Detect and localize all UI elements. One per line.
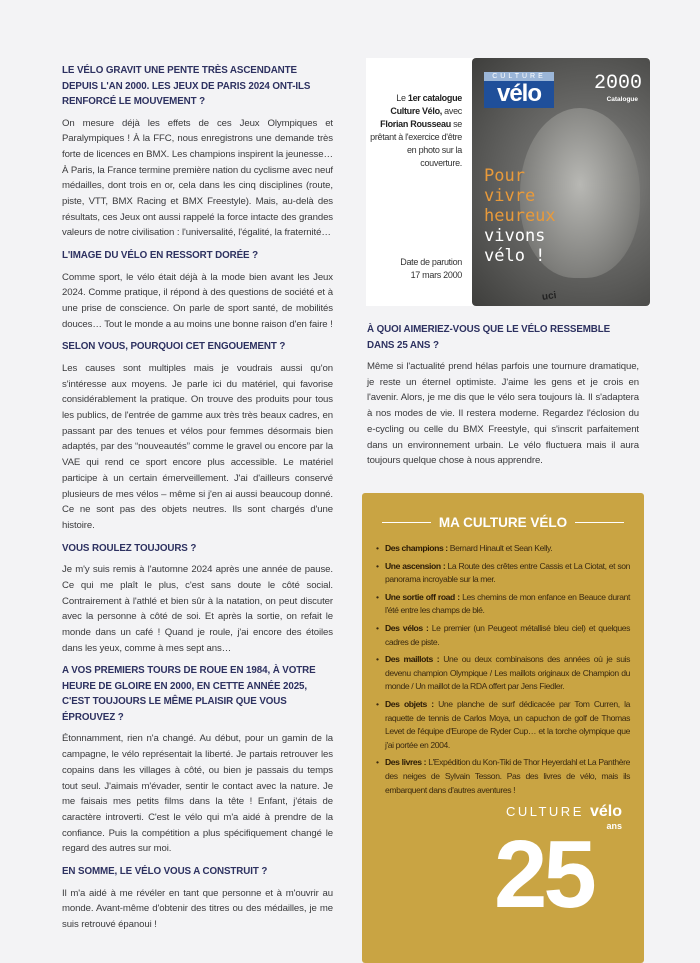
box-title xyxy=(376,515,630,530)
question-heading: A VOS PREMIERS TOURS DE ROUE EN 1984, À VOTRE HEURE DE GLOIRE EN 2000, EN CETTE ANNÉE 2025, C'EST TOUJOURS LE MÊME PLAISIR QUE VOUS ÉPROUVEZ ? xyxy=(62,665,316,723)
question-heading: L'IMAGE DU VÉLO EN RESSORT DORÉE ? xyxy=(62,250,258,262)
item-label: Une sortie off road : xyxy=(385,591,460,602)
item-text: Une planche de surf dédicacée par Tom Curren, la raquette de tennis de Carlos Moya, un capuchon de golf de Thomas Levet de l'équipe d'Europe de Ryder Cup… et la torche olympique que j'ai portée en 2004. xyxy=(385,698,630,750)
culture-list xyxy=(376,542,630,797)
item-text: L'Expédition du Kon-Tiki de Thor Heyerdahl et La Panthère des neiges de Sylvain Tesson. Pas des livres de vélo, mais ils embarquent dans d'autres aventures ! xyxy=(385,757,631,795)
qa-3 xyxy=(62,339,333,533)
item-label: Une ascension : xyxy=(385,560,446,571)
cover-caption xyxy=(366,92,462,170)
item-label: Des champions : xyxy=(385,543,448,553)
brand-culture: CULTURE xyxy=(505,804,590,820)
divider xyxy=(575,522,624,523)
logo-main: vélo xyxy=(496,80,542,107)
answer-text: Étonnamment, rien n'a changé. Au début, pour un gamin de la campagne, le vélo représentait la liberté. Je partais retrouver les copains dans les villages à côté, ou bien je passais du temps tout seul. J'aimais m'évader, sentir le contact avec la nature. Je me faisais mes petits films dans la tête ! Enfant, j'étais de caractère introverti. C'est le vélo qui m'a aidé à prendre de la confiance. Puis la compétition a plus spécifiquement changé le regard des autres sur moi. xyxy=(62,733,333,855)
date-value: 17 mars 2000 xyxy=(410,270,462,280)
item-text: Les chemins de mon enfance en Beauce durant l'été entre les champs de blé. xyxy=(385,591,630,616)
item-label: Des vélos : xyxy=(385,622,429,633)
slogan-line: heureux xyxy=(484,206,556,226)
question-heading: VOUS ROULEZ TOUJOURS ? xyxy=(62,542,197,554)
brand-velo: vélo xyxy=(589,803,622,821)
caption-bold: 1er catalogue Culture Vélo, xyxy=(390,93,462,116)
box-title-text: MA CULTURE VÉLO xyxy=(438,515,568,530)
item-label: Des livres : xyxy=(385,757,427,768)
caption-text: avec xyxy=(441,106,462,116)
qa-7 xyxy=(367,322,639,469)
slogan-line: vélo ! xyxy=(484,246,546,266)
right-column xyxy=(367,322,639,476)
qa-1 xyxy=(62,63,333,241)
publication-date xyxy=(366,256,462,282)
item-text: Une ou deux combinaisons des années où je suis devenu champion Olympique / Les maillots originaux de Champion du monde / Un maillot de la RDA offert par Jens Fiedler. xyxy=(385,654,630,692)
list-item xyxy=(376,542,630,556)
answer-text: Je m'y suis remis à l'automne 2024 après une année de pause. Ce qui me plaît le plus, c'est sans doute le côté social. Contrairement à l'athlé et bien sûr à la natation, on peut discuter avec la personne à côté de soi. Et après la sortie, on refait le monde dans un café ! Quand je roule, j'ai encore des étoiles dans les yeux, comme à mes sept ans… xyxy=(62,564,333,654)
list-item xyxy=(376,698,630,752)
list-item xyxy=(376,591,630,618)
qa-2 xyxy=(62,248,333,332)
caption-text: Le xyxy=(396,93,408,103)
list-item xyxy=(376,560,630,587)
caption-bold: Florian Rousseau xyxy=(380,119,451,129)
slogan-line: vivre xyxy=(484,186,536,206)
item-text: Bernard Hinault et Sean Kelly. xyxy=(447,543,553,553)
catalogue-cover-image xyxy=(472,58,650,306)
answer-text: Même si l'actualité prend hélas parfois une tournure dramatique, je reste un éternel optimiste. J'aime les gens et je crois en l'avenir. Alors, je me dis que le vélo sera toujours là. Il s'adaptera à nos modes de vie. Il restera moderne. Regardez l'éclosion du e-cycling ou celle du BMX Freestyle, qui s'inscrit parfaitement dans un environnement urbain. Le vélo fluctuera mais il aura toujours quelque chose à nous apprendre. xyxy=(367,361,639,467)
logo-top: CULTURE xyxy=(484,72,554,81)
question-heading: EN SOMME, LE VÉLO VOUS A CONSTRUIT ? xyxy=(62,866,268,878)
qa-5 xyxy=(62,663,333,857)
list-item xyxy=(376,622,630,649)
anniversary-ans: ans xyxy=(606,821,622,832)
answer-text: Comme sport, le vélo était déjà à la mode bien avant les Jeux 2024. Comme pratique, il répond à des questions de société et à une prise de conscience. On parle de sport santé, de mobilités douces… Tout le monde a au moins une bonne raison d'en faire ! xyxy=(62,271,333,330)
cover-slogan xyxy=(484,166,556,266)
item-text: La Route des crêtes entre Cassis et La Ciotat, et son panorama incroyable sur la mer. xyxy=(385,560,631,585)
anniversary-number: 25 xyxy=(494,821,593,929)
jersey-logo: uci xyxy=(541,290,558,303)
divider xyxy=(382,522,431,523)
answer-text: On mesure déjà les effets de ces Jeux Olympiques et Paralympiques ! À la FFC, nous enregistrons une demande très forte de licences en BMX. Les champions inspirent la jeunesse… À Paris, la France termine première nation du cyclisme avec neuf médailles, dont trois en or, cela dans les cinq disciplines (route, piste, VTT, BMX Racing et BMX Freestyle). Mais, au-delà des résultats, ces Jeux ont aussi rappelé la force intacte des grandes valeurs de notre civilisation : l'universalité, l'égalité, la fraternité… xyxy=(62,117,333,239)
slogan-line: Pour xyxy=(484,166,525,186)
cover-figure xyxy=(366,58,650,306)
date-label: Date de parution xyxy=(400,257,462,267)
list-item xyxy=(376,756,630,797)
item-text: Le premier (un Peugeot métallisé bleu ciel) et quelques cadres de piste. xyxy=(385,622,630,647)
culture-velo-logo xyxy=(484,72,554,108)
caption-text: se prêtant à l'exercice d'être en photo sur la couverture. xyxy=(370,119,462,168)
anniversary-logo xyxy=(506,803,622,821)
question-heading: À QUOI AIMERIEZ-VOUS QUE LE VÉLO RESSEMBLE DANS 25 ANS ? xyxy=(367,324,611,351)
anniversary-block xyxy=(494,803,622,929)
culture-velo-box xyxy=(362,493,644,963)
list-item xyxy=(376,653,630,694)
answer-text: Il m'a aidé à me révéler en tant que personne et à m'ouvrir au monde. Avant-même d'obtenir des titres ou des médailles, je me suis retrouvé épanoui ! xyxy=(62,887,333,930)
qa-4 xyxy=(62,541,333,657)
question-heading: LE VÉLO GRAVIT UNE PENTE TRÈS ASCENDANTE DEPUIS L'AN 2000. LES JEUX DE PARIS 2024 ONT-ILS RENFORCÉ LE MOUVEMENT ? xyxy=(62,65,311,107)
slogan-line: vivons xyxy=(484,226,546,246)
left-column xyxy=(62,63,333,940)
qa-6 xyxy=(62,864,333,933)
cover-catalogue-label: Catalogue xyxy=(606,96,638,103)
cover-year: 2000 xyxy=(593,72,642,95)
item-label: Des maillots : xyxy=(385,654,440,665)
answer-text: Les causes sont multiples mais je voudrais aussi qu'on s'intéresse aux moyens. Je parle ici du matériel, qui favorise considérablement la pratique. On trouve des produits pour tous les publics, de l'entrée de gamme aux très très beaux cadres, en passant par des tenues et vélos pour femmes désormais bien adaptés, par des “nouveautés” comme le gravel ou encore par la VAE qui rend ce sport encore plus accessible. Le matériel participe à un certain émerveillement. J'ai d'ailleurs conservé plusieurs de mes vélos – même si j'en ai aussi beaucoup donné. Ce ne sont pas des objets neutres. Ils sont chargés d'une histoire. xyxy=(62,362,333,531)
item-label: Des objets : xyxy=(385,698,434,709)
question-heading: SELON VOUS, POURQUOI CET ENGOUEMENT ? xyxy=(62,341,286,353)
